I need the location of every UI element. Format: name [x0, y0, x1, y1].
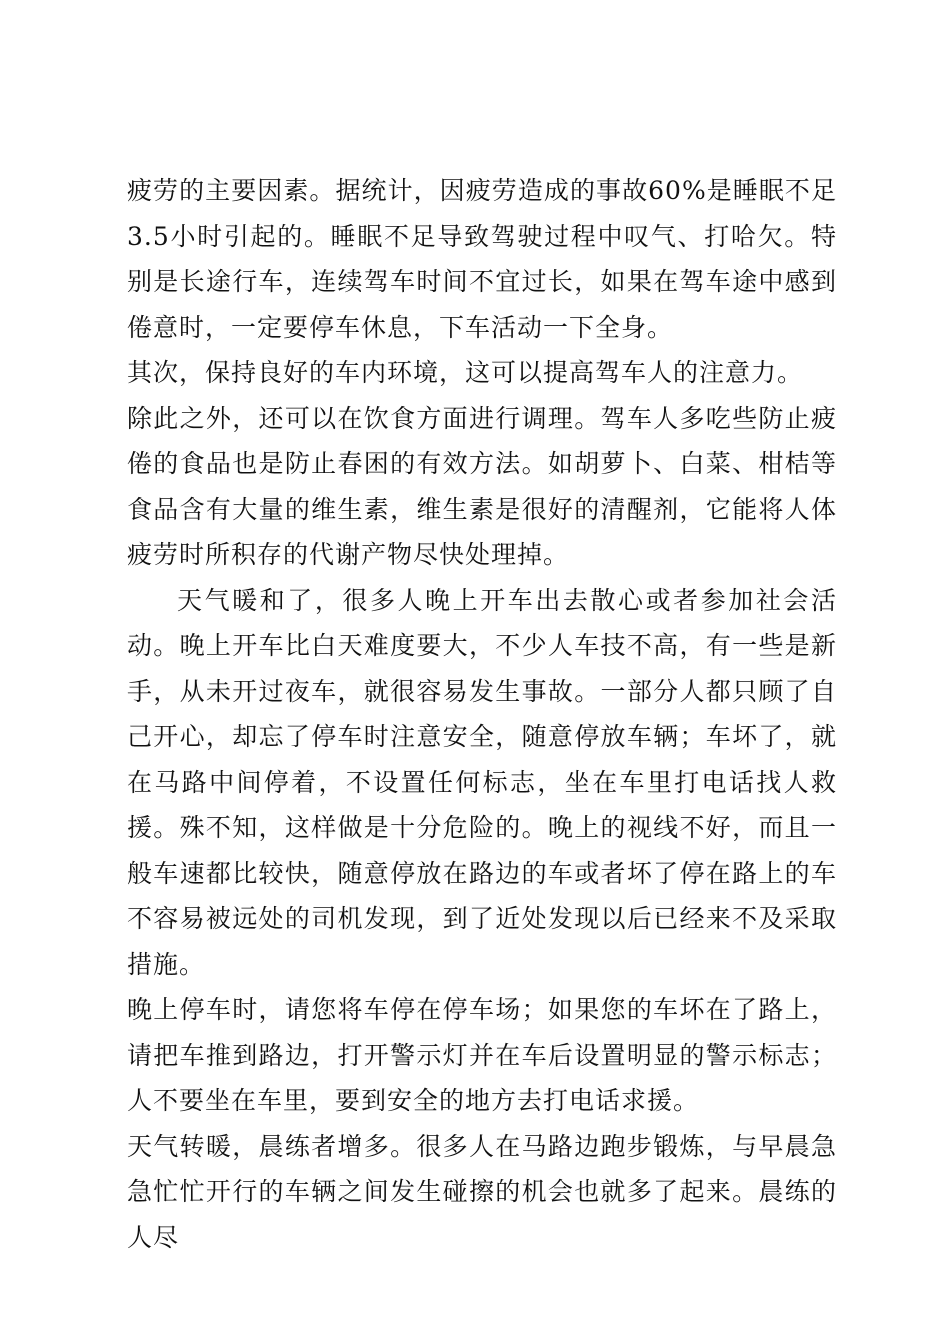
- document-body: [127, 168, 837, 1260]
- paragraph-night-parking: 晚上停车时，请您将车停在停车场；如果您的车坏在了路上，请把车推到路边，打开警示灯并在车后设置明显的警示标志；人不要坐在车里，要到安全的地方去打电话求援。: [127, 995, 837, 1115]
- paragraph-car-environment: 其次，保持良好的车内环境，这可以提高驾车人的注意力。: [127, 358, 804, 387]
- paragraph-diet: 除此之外，还可以在饮食方面进行调理。驾车人多吃些防止疲倦的食品也是防止春困的有效方法。如胡萝卜、白菜、柑桔等食品含有大量的维生素，维生素是很好的清醒剂，它能将人体疲劳时所积存的代谢产物尽快处理掉。: [127, 403, 837, 569]
- paragraph-morning-exercise: 天气转暖，晨练者增多。很多人在马路边跑步锻炼，与早晨急急忙忙开行的车辆之间发生碰擦的机会也就多了起来。晨练的人尽: [127, 1131, 837, 1252]
- paragraph-night-driving: 天气暖和了，很多人晚上开车出去散心或者参加社会活动。晚上开车比白天难度要大，不少人车技不高，有一些是新手，从未开过夜车，就很容易发生事故。一部分人都只顾了自己开心，却忘了停车时注意安全，随意停放车辆；车坏了，就在马路中间停着，不设置任何标志，坐在车里打电话找人救援。殊不知，这样做是十分危险的。晚上的视线不好，而且一般车速都比较快，随意停放在路边的车或者坏了停在路上的车不容易被远处的司机发现，到了近处发现以后已经来不及采取措施。: [127, 585, 837, 979]
- paragraph-fatigue-sleep: 疲劳的主要因素。据统计，因疲劳造成的事故60%是睡眠不足3.5小时引起的。睡眠不足导致驾驶过程中叹气、打哈欠。特别是长途行车，连续驾车时间不宜过长，如果在驾车途中感到倦意时，一定要停车休息，下车活动一下全身。: [127, 176, 837, 342]
